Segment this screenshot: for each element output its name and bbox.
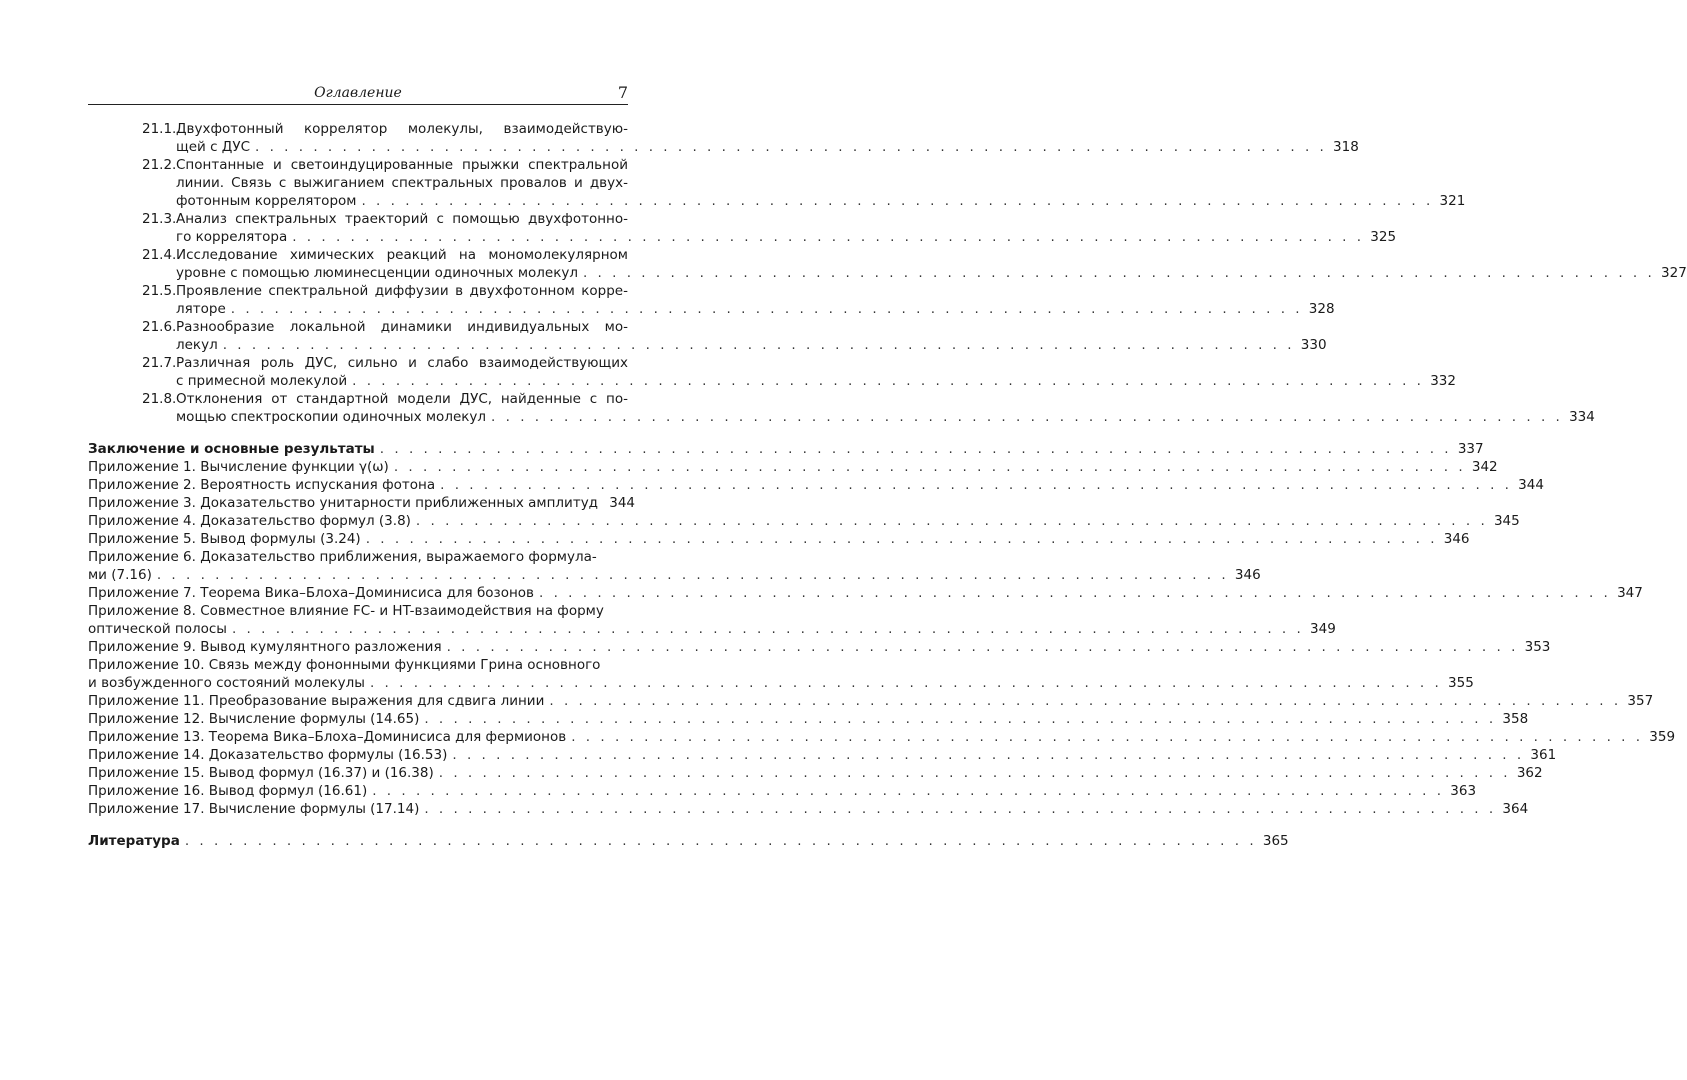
entry-title-line: Приложение 14. Доказательство формулы (16.53): [88, 747, 448, 763]
page-ref: 327: [1661, 265, 1687, 281]
page-ref: 318: [1333, 139, 1359, 155]
page-ref: 321: [1439, 193, 1466, 209]
toc-entry[interactable]: [142, 120, 1359, 156]
toc-entry[interactable]: [88, 764, 1543, 782]
entry-title-line: уровне с помощью люминесценции одиночных молекул: [176, 265, 578, 281]
entry-title-line: Приложение 10. Связь между фононными функциями Грина основного: [88, 657, 601, 673]
entry-title-line: Проявление спектральной диффузии в двухфотонном корре-: [176, 283, 628, 299]
entry-title-line: Приложение 6. Доказательство приближения, выражаемого формула-: [88, 549, 597, 565]
dot-leader: . . . . . . . . . . . . . . . . . . . . . . . . . . . . . . . . . . . . . . . . . . . . . . . . . . . . . . . . . . . . . . . . . . . . . . . . . .: [393, 459, 1466, 475]
entry-title-line: щей с ДУС: [176, 139, 250, 155]
entry-title-line: оптической полосы: [88, 621, 227, 637]
dot-leader: . . . . . . . . . . . . . . . . . . . . . . . . . . . . . . . . . . . . . . . . . . . . . . . . . . . . . . . . . . . . . . . . . . . . . . . . . .: [230, 301, 1303, 317]
page-ref: 361: [1530, 747, 1557, 763]
dot-leader: . . . . . . . . . . . . . . . . . . . . . . . . . . . . . . . . . . . . . . . . . . . . . . . . . . . . . . . . . . . . . . . . . . . . . . . . . .: [255, 139, 1327, 155]
page-ref: 325: [1370, 229, 1397, 245]
entry-title-line: Приложение 16. Вывод формул (16.61): [88, 783, 368, 799]
section-number: 21.4.: [142, 247, 177, 263]
page-ref: 328: [1308, 301, 1335, 317]
dot-leader: . . . . . . . . . . . . . . . . . . . . . . . . . . . . . . . . . . . . . . . . . . . . . . . . . . . . . . . . . . . . . . . . . . . . . . . . . .: [424, 711, 1497, 727]
entry-title-line: го коррелятора: [176, 229, 288, 245]
page-ref: 330: [1300, 337, 1327, 353]
entry-title-line: Приложение 11. Преобразование выражения для сдвига линии: [88, 693, 545, 709]
toc-entry[interactable]: [88, 548, 1261, 584]
section-number: 21.6.: [142, 319, 177, 335]
entry-title-line: Анализ спектральных траекторий с помощью двухфотонно-: [176, 211, 628, 227]
toc-entry[interactable]: [88, 584, 1643, 602]
toc-entry[interactable]: [142, 156, 1466, 210]
running-title: Оглавление: [314, 85, 402, 101]
dot-leader: . . . . . . . . . . . . . . . . . . . . . . . . . . . . . . . . . . . . . . . . . . . . . . . . . . . . . . . . . . . . . . . . . . . . . . . . . .: [292, 229, 1365, 245]
entry-title-line: Двухфотонный коррелятор молекулы, взаимодействую-: [176, 121, 628, 137]
dot-leader: . . . . . . . . . . . . . . . . . . . . . . . . . . . . . . . . . . . . . . . . . . . . . . . . . . . . . . . . . . . . . . . . . . . . . . . . . .: [231, 621, 1304, 637]
toc-entry[interactable]: [88, 782, 1477, 800]
dot-leader: . . . . . . . . . . . . . . . . . . . . . . . . . . . . . . . . . . . . . . . . . . . . . . . . . . . . . . . . . . . . . . . . . . . . . . . . . .: [571, 729, 1644, 745]
entry-title-line: Исследование химических реакций на мономолекулярном: [176, 247, 628, 263]
entry-title-line: линии. Связь с выжиганием спектральных провалов и двух-: [176, 175, 628, 191]
dot-leader: . . . . . . . . . . . . . . . . . . . . . . . . . . . . . . . . . . . . . . . . . . . . . . . . . . . . . . . . . . . . . . . . . . . . . . . . . .: [424, 801, 1497, 817]
entry-title-line: Отклонения от стандартной модели ДУС, найденные с по-: [176, 391, 628, 407]
page-ref: 355: [1448, 675, 1474, 691]
dot-leader: . . . . . . . . . . . . . . . . . . . . . . . . . . . . . . . . . . . . . . . . . . . . . . . . . . . . . . . . . . . . . . . . . . . . . . . . . .: [452, 747, 1525, 763]
entry-title-line: и возбужденного состояний молекулы: [88, 675, 365, 691]
dot-leader: . . . . . . . . . . . . . . . . . . . . . . . . . . . . . . . . . . . . . . . . . . . . . . . . . . . . . . . . . . . . . . . . . . . . . . . . . .: [440, 477, 1512, 493]
toc-entry[interactable]: [88, 494, 636, 512]
section-number: 21.3.: [142, 211, 177, 227]
page-ref: 344: [609, 495, 636, 511]
section-number: 21.2.: [142, 157, 177, 173]
dot-leader: . . . . . . . . . . . . . . . . . . . . . . . . . . . . . . . . . . . . . . . . . . . . . . . . . . . . . . . . . . . . . . . . . . . . . . . . . .: [438, 765, 1511, 781]
entry-title-line: Приложение 8. Совместное влияние FC- и HT-взаимодействия на форму: [88, 603, 604, 619]
section-number: 21.8.: [142, 391, 177, 407]
toc-entry[interactable]: [88, 710, 1529, 728]
page-ref: 364: [1502, 801, 1529, 817]
toc-entry[interactable]: [142, 354, 1456, 390]
toc-entry[interactable]: [88, 800, 1529, 818]
toc-entry[interactable]: [88, 638, 1551, 656]
entry-title-line: Приложение 4. Доказательство формул (3.8): [88, 513, 411, 529]
dot-leader: . . . . . . . . . . . . . . . . . . . . . . . . . . . . . . . . . . . . . . . . . . . . . . . . . . . . . . . . . . . . . . . . . . . . . . . . . .: [369, 675, 1442, 691]
toc-entry[interactable]: [88, 832, 1289, 850]
entry-title-line: ляторе: [176, 301, 226, 317]
page-ref: 346: [1443, 531, 1470, 547]
table-of-contents: [88, 120, 1687, 850]
toc-entry[interactable]: [142, 390, 1595, 426]
entry-title-line: с примесной молекулой: [176, 373, 348, 389]
dot-leader: . . . . . . . . . . . . . . . . . . . . . . . . . . . . . . . . . . . . . . . . . . . . . . . . . . . . . . . . . . . . . . . . . . . . . . . . . .: [379, 441, 1452, 457]
page-ref: 346: [1234, 567, 1261, 583]
entry-title-line: Приложение 17. Вычисление формулы (17.14): [88, 801, 420, 817]
dot-leader: . . . . . . . . . . . . . . . . . . . . . . . . . . . . . . . . . . . . . . . . . . . . . . . . . . . . . . . . . . . . . . . . . . . . . . . . . .: [415, 513, 1488, 529]
toc-entry[interactable]: [88, 476, 1544, 494]
entry-title-line: Приложение 9. Вывод кумулянтного разложения: [88, 639, 442, 655]
toc-entry[interactable]: [88, 512, 1520, 530]
dot-leader: . . . . . . . . . . . . . . . . . . . . . . . . . . . . . . . . . . . . . . . . . . . . . . . . . . . . . . . . . . . . . . . . . . . . . . . . . .: [352, 373, 1424, 389]
entry-title-line: фотонным коррелятором: [176, 193, 357, 209]
section-number: 21.1.: [142, 121, 177, 137]
dot-leader: . . . . . . . . . . . . . . . . . . . . . . . . . . . . . . . . . . . . . . . . . . . . . . . . . . . . . . . . . . . . . . . . . . . . . . . . . .: [156, 567, 1229, 583]
page-ref: 362: [1516, 765, 1543, 781]
toc-entry[interactable]: [88, 530, 1470, 548]
toc-entry[interactable]: [88, 746, 1557, 764]
dot-leader: . . . . . . . . . . . . . . . . . . . . . . . . . . . . . . . . . . . . . . . . . . . . . . . . . . . . . . . . . . . . . . . . . . . . . . . . . .: [361, 193, 1434, 209]
dot-leader: . . . . . . . . . . . . . . . . . . . . . . . . . . . . . . . . . . . . . . . . . . . . . . . . . . . . . . . . . . . . . . . . . . . . . . . . . .: [372, 783, 1445, 799]
page-ref: 359: [1649, 729, 1676, 745]
entry-title-line: Приложение 5. Вывод формулы (3.24): [88, 531, 361, 547]
dot-leader: . . . . . . . . . . . . . . . . . . . . . . . . . . . . . . . . . . . . . . . . . . . . . . . . . . . . . . . . . . . . . . . . . . . . . . . . . .: [539, 585, 1611, 601]
dot-leader: . . . . . . . . . . . . . . . . . . . . . . . . . . . . . . . . . . . . . . . . . . . . . . . . . . . . . . . . . . . . . . . . . . . . . . . . . .: [184, 833, 1257, 849]
section-number: 21.5.: [142, 283, 177, 299]
page-ref: 332: [1430, 373, 1456, 389]
entry-title-line: Разнообразие локальной динамики индивидуальных мо-: [176, 319, 628, 335]
dot-leader: . . . . . . . . . . . . . . . . . . . . . . . . . . . . . . . . . . . . . . . . . . . . . . . . . . . . . . . . . . . . . . . . . . . . . . . . . .: [549, 693, 1622, 709]
toc-entry[interactable]: [142, 210, 1397, 246]
entry-title-line: Приложение 15. Вывод формул (16.37) и (16.38): [88, 765, 434, 781]
dot-leader: . . . . . . . . . . . . . . . . . . . . . . . . . . . . . . . . . . . . . . . . . . . . . . . . . . . . . . . . . . . . . . . . . . . . . . . . . .: [365, 531, 1438, 547]
entry-title-line: Приложение 12. Вычисление формулы (14.65): [88, 711, 420, 727]
toc-entry[interactable]: [88, 728, 1676, 746]
entry-title-line: Спонтанные и светоиндуцированные прыжки спектральной: [176, 157, 628, 173]
page-ref: 363: [1450, 783, 1477, 799]
dot-leader: . . . . . . . . . . . . . . . . . . . . . . . . . . . . . . . . . . . . . . . . . . . . . . . . . . . . . . . . . . . . . . . . . . . . . . . . . .: [582, 265, 1655, 281]
entry-title-line: мощью спектроскопии одиночных молекул: [176, 409, 487, 425]
page-number: 7: [617, 83, 628, 102]
dot-leader: . . . . . . . . . . . . . . . . . . . . . . . . . . . . . . . . . . . . . . . . . . . . . . . . . . . . . . . . . . . . . . . . . . . . . . . . . .: [222, 337, 1295, 353]
toc-entry[interactable]: [88, 440, 1484, 458]
entry-title-line: лекул: [176, 337, 218, 353]
entry-title-line: Литература: [88, 833, 180, 849]
page-ref: 334: [1569, 409, 1595, 425]
entry-title-line: Различная роль ДУС, сильно и слабо взаимодействующих: [176, 355, 628, 371]
running-header: [88, 84, 628, 105]
entry-title-line: Заключение и основные результаты: [88, 441, 375, 457]
page-ref: 349: [1310, 621, 1336, 637]
dot-leader: . . . . . . . . . . . . . . . . . . . . . . . . . . . . . . . . . . . . . . . . . . . . . . . . . . . . . . . . . . . . . . . . . . . . . . . . . .: [491, 409, 1563, 425]
toc-entry[interactable]: [88, 602, 1336, 638]
toc-entry[interactable]: [142, 282, 1335, 318]
page-ref: 365: [1262, 833, 1289, 849]
entry-title-line: ми (7.16): [88, 567, 152, 583]
page-ref: 342: [1471, 459, 1498, 475]
entry-title-line: Приложение 3. Доказательство унитарности приближенных амплитуд: [88, 495, 599, 511]
page-ref: 358: [1502, 711, 1529, 727]
page-ref: 347: [1617, 585, 1643, 601]
page-ref: 357: [1627, 693, 1654, 709]
entry-title-line: Приложение 7. Теорема Вика–Блоха–Доминисиса для бозонов: [88, 585, 535, 601]
toc-entry[interactable]: [142, 318, 1327, 354]
section-number: 21.7.: [142, 355, 177, 371]
page-ref: 344: [1518, 477, 1544, 493]
page-ref: 353: [1524, 639, 1551, 655]
entry-title-line: Приложение 2. Вероятность испускания фотона: [88, 477, 436, 493]
toc-entry[interactable]: [88, 692, 1654, 710]
entry-title-line: Приложение 13. Теорема Вика–Блоха–Доминисиса для фермионов: [88, 729, 567, 745]
toc-entry[interactable]: [142, 246, 1687, 282]
page-ref: 337: [1457, 441, 1484, 457]
toc-entry[interactable]: [88, 458, 1498, 476]
entry-title-line: Приложение 1. Вычисление функции γ(ω): [88, 459, 389, 475]
page-ref: 345: [1493, 513, 1520, 529]
toc-entry[interactable]: [88, 656, 1474, 692]
dot-leader: . . . . . . . . . . . . . . . . . . . . . . . . . . . . . . . . . . . . . . . . . . . . . . . . . . . . . . . . . . . . . . . . . . . . . . . . . .: [446, 639, 1519, 655]
